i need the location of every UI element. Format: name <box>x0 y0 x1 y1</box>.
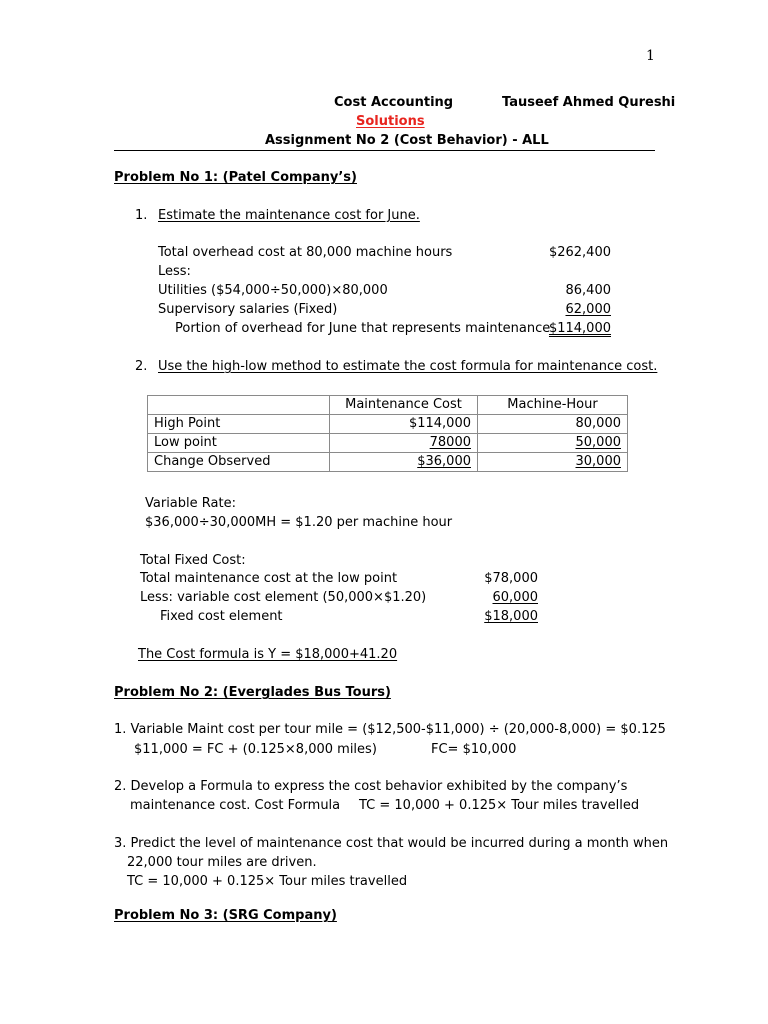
problem-1-heading: Problem No 1: (Patel Company’s) <box>114 170 357 185</box>
variable-rate-label: Variable Rate: <box>145 496 236 511</box>
table-header-cell <box>148 396 330 415</box>
solutions-title: Solutions <box>356 114 425 129</box>
p1-q2-text: Use the high-low method to estimate the cost formula for maintenance cost. <box>158 359 658 374</box>
course-title: Cost Accounting <box>334 95 454 110</box>
table-cell <box>330 453 478 472</box>
table-cell: Change Observed <box>148 453 330 472</box>
header-rule <box>114 150 655 151</box>
p2-item3-line1: 3. Predict the level of maintenance cost that would be incurred during a month when <box>114 836 669 851</box>
table-cell-value: $36,000 <box>417 454 471 469</box>
table-header-cell: Maintenance Cost <box>330 396 478 415</box>
less-label: Less: <box>158 264 191 279</box>
problem-3-heading: Problem No 3: (SRG Company) <box>114 908 337 923</box>
problem-2-heading: Problem No 2: (Everglades Bus Tours) <box>114 685 391 700</box>
assignment-title: Assignment No 2 (Cost Behavior) - ALL <box>265 133 549 148</box>
p2-item2-line2-left: maintenance cost. Cost Formula <box>130 798 341 813</box>
table-row <box>148 415 628 434</box>
table-cell: Low point <box>148 434 330 453</box>
table-row <box>148 453 628 472</box>
low-point-cost-label: Total maintenance cost at the low point <box>140 571 398 586</box>
p2-item3-line2: 22,000 tour miles are driven. <box>127 855 317 870</box>
p1-q1-text: Estimate the maintenance cost for June. <box>158 208 420 223</box>
p2-item1-line2-left: $11,000 = FC + (0.125×8,000 miles) <box>134 742 377 757</box>
cost-formula: The Cost formula is Y = $18,000+41.20 <box>138 647 398 662</box>
table-cell <box>478 453 628 472</box>
table-cell: 80,000 <box>478 415 628 434</box>
table-cell: High Point <box>148 415 330 434</box>
overhead-line-value: $262,400 <box>548 245 611 260</box>
author-name: Tauseef Ahmed Qureshi <box>502 95 676 110</box>
maintenance-portion-value: $114,000 <box>548 321 611 336</box>
table-cell-value: 78000 <box>429 435 471 450</box>
overhead-line-label: Total overhead cost at 80,000 machine hours <box>158 245 453 260</box>
p1-q1-number: 1. <box>135 208 148 223</box>
utilities-line-value: 86,400 <box>565 283 611 298</box>
supervisory-line-value: 62,000 <box>565 302 611 317</box>
fixed-element-value: $18,000 <box>484 609 538 624</box>
p2-item1-line1: 1. Variable Maint cost per tour mile = ($12,500-$11,000) ÷ (20,000-8,000) = $0.125 <box>114 722 666 737</box>
table-cell-value: 50,000 <box>575 435 621 450</box>
table-cell <box>478 434 628 453</box>
total-fixed-label: Total Fixed Cost: <box>140 553 246 568</box>
supervisory-line-label: Supervisory salaries (Fixed) <box>158 302 338 317</box>
variable-rate-calc: $36,000÷30,000MH = $1.20 per machine hour <box>145 515 453 530</box>
p2-item1-line2-right: FC= $10,000 <box>431 742 517 757</box>
utilities-line-label: Utilities ($54,000÷50,000)×80,000 <box>158 283 388 298</box>
fixed-element-label: Fixed cost element <box>160 609 283 624</box>
p2-item2-line1: 2. Develop a Formula to express the cost behavior exhibited by the company’s <box>114 779 628 794</box>
maintenance-portion-label: Portion of overhead for June that represents maintenance <box>175 321 551 336</box>
page-number: 1 <box>646 48 655 64</box>
table-row <box>148 434 628 453</box>
p2-item3-line3: TC = 10,000 + 0.125× Tour miles travelled <box>127 874 408 889</box>
p1-q2-number: 2. <box>135 359 148 374</box>
p2-item2-line2-right: TC = 10,000 + 0.125× Tour miles travelled <box>359 798 640 813</box>
table-cell: $114,000 <box>330 415 478 434</box>
table-cell-value: 30,000 <box>575 454 621 469</box>
variable-element-value: 60,000 <box>492 590 538 605</box>
table-header-row <box>148 396 628 415</box>
table-header-cell: Machine-Hour <box>478 396 628 415</box>
table-cell <box>330 434 478 453</box>
variable-element-label: Less: variable cost element (50,000×$1.20) <box>140 590 427 605</box>
low-point-cost-value: $78,000 <box>484 571 538 586</box>
high-low-table <box>147 395 628 472</box>
